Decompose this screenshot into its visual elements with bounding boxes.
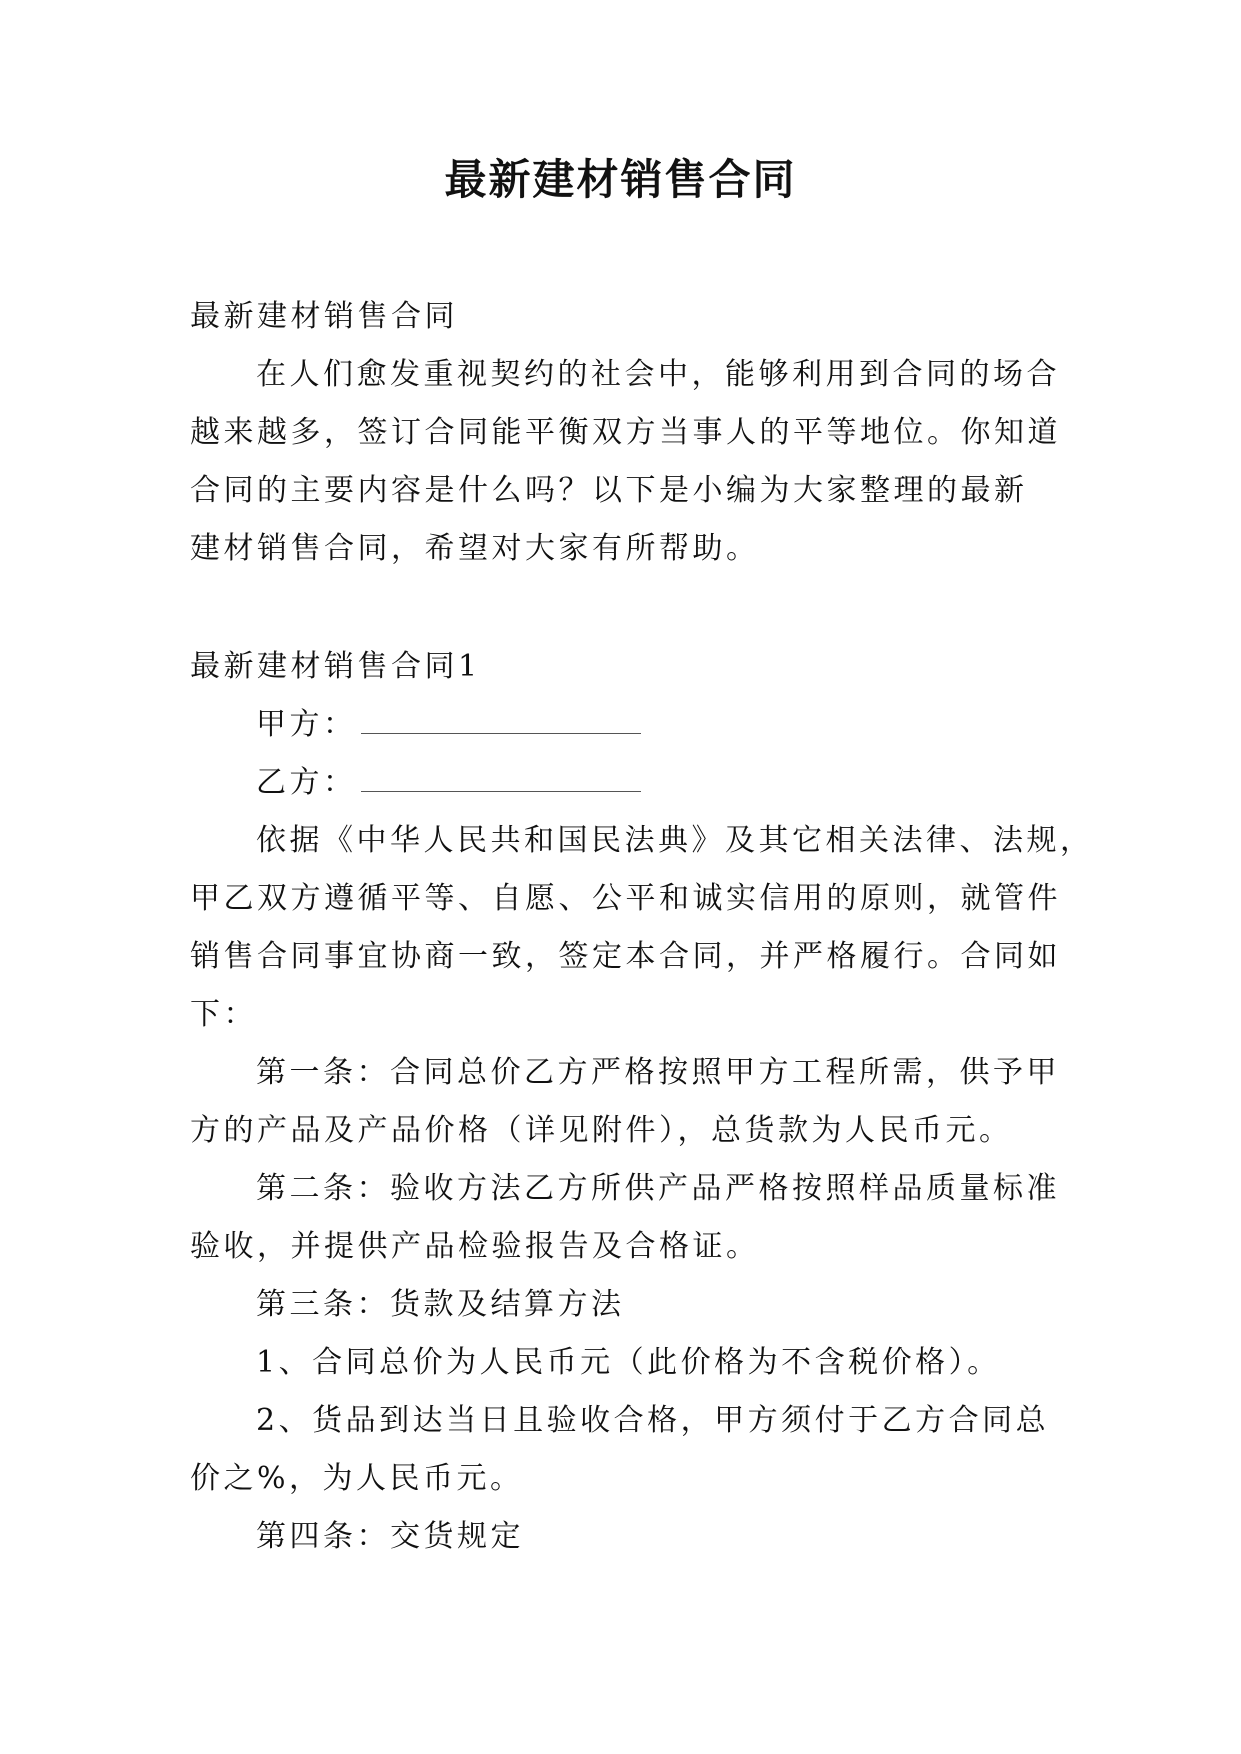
intro-line: 合同的主要内容是什么吗？以下是小编为大家整理的最新 <box>190 473 1028 508</box>
document-body <box>190 288 1094 1566</box>
intro-line: 建材销售合同，希望对大家有所帮助。 <box>190 531 760 566</box>
intro-line: 在人们愈发重视契约的社会中，能够利用到合同的场合 <box>256 357 1060 392</box>
party-b-blank <box>361 771 641 792</box>
party-a-blank <box>361 713 641 734</box>
section-heading: 最新建材销售合同1 <box>190 649 481 684</box>
article2-line: 验收，并提供产品检验报告及合格证。 <box>190 1229 760 1264</box>
article4-heading: 第四条：交货规定 <box>256 1519 524 1554</box>
basis-line: 甲乙双方遵循平等、自愿、公平和诚实信用的原则，就管件 <box>190 881 1061 916</box>
basis-line: 下： <box>190 997 257 1032</box>
party-a-label: 甲方： <box>256 707 357 742</box>
article3-item2-line: 价之%，为人民币元。 <box>190 1461 524 1496</box>
paragraph-gap <box>190 578 1056 638</box>
basis-line: 依据《中华人民共和国民法典》及其它相关法律、法规， <box>256 823 1094 858</box>
document-title: 最新建材销售合同 <box>444 155 797 204</box>
article3-item2-line: 2、货品到达当日且验收合格，甲方须付于乙方合同总 <box>256 1403 1050 1438</box>
party-b-line <box>190 754 1056 812</box>
document-subtitle: 最新建材销售合同 <box>190 299 458 334</box>
article1-line: 第一条：合同总价乙方严格按照甲方工程所需，供予甲 <box>256 1055 1060 1090</box>
article3-heading: 第三条：货款及结算方法 <box>256 1287 625 1322</box>
article1-line: 方的产品及产品价格（详见附件），总货款为人民币元。 <box>190 1113 1013 1148</box>
party-a-line <box>190 696 1056 754</box>
intro-line: 越来越多，签订合同能平衡双方当事人的平等地位。你知道 <box>190 415 1061 450</box>
party-b-label: 乙方： <box>256 765 357 800</box>
basis-line: 销售合同事宜协商一致，签定本合同，并严格履行。合同如 <box>190 939 1061 974</box>
article3-item1: 1、合同总价为人民币元（此价格为不含税价格）。 <box>256 1345 1001 1380</box>
article2-line: 第二条：验收方法乙方所供产品严格按照样品质量标准 <box>256 1171 1060 1206</box>
